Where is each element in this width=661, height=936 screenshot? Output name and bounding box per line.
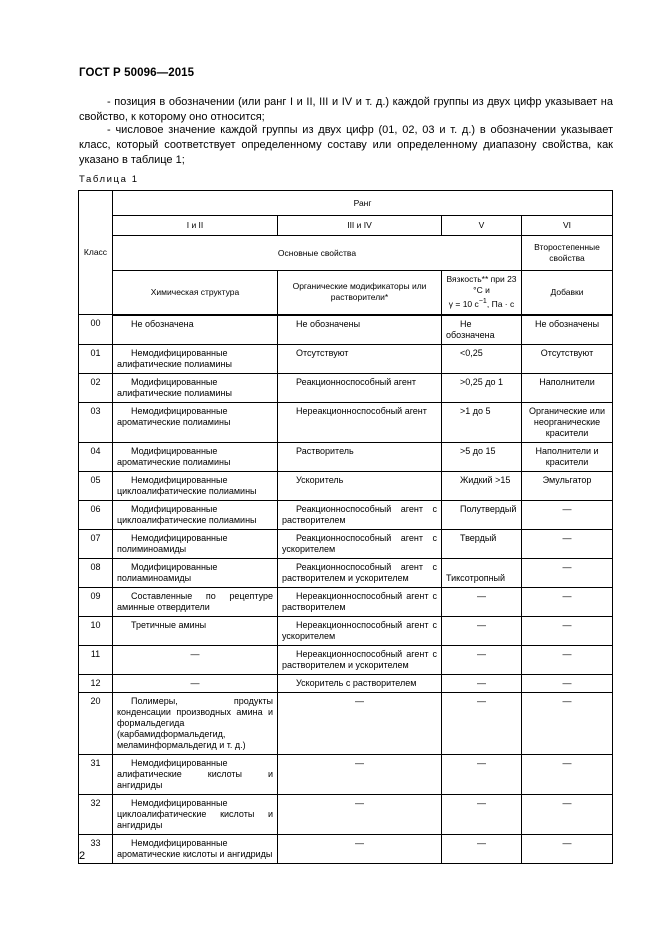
cell-class: [79, 587, 113, 616]
cell-viscosity-text: —: [477, 677, 486, 688]
viscosity-superscript: −1: [478, 297, 487, 306]
cell-viscosity: [442, 500, 522, 529]
cell-chemical-structure-text: Составленные по рецептуре аминные отвердители: [117, 590, 273, 612]
cell-organic-modifier-text: Ускоритель с растворителем: [296, 677, 417, 688]
cell-additives: [522, 794, 613, 834]
table-row: [79, 674, 613, 692]
cell-additives: [522, 529, 613, 558]
table-row: [79, 616, 613, 645]
cell-class: [79, 616, 113, 645]
cell-viscosity: [442, 587, 522, 616]
cell-viscosity: [442, 692, 522, 754]
header-main-properties: Основные свойства: [113, 236, 522, 271]
cell-viscosity: [442, 754, 522, 794]
cell-viscosity: [442, 344, 522, 373]
cell-organic-modifier-text: Нереакционноспособный агент: [296, 405, 427, 416]
cell-organic-modifier-text: Реакционноспособный агент с растворителем и ускорителем: [282, 561, 437, 583]
cell-chemical-structure-text: Немодифицированные ароматические кислоты и ангидриды: [117, 837, 273, 859]
header-chemical-structure: Химическая структура: [113, 271, 278, 315]
cell-organic-modifier: [278, 645, 442, 674]
cell-viscosity-text: >0,25 до 1: [460, 376, 504, 387]
cell-additives-text: Наполнители: [539, 376, 595, 387]
table-row: [79, 500, 613, 529]
cell-chemical-structure: [113, 674, 278, 692]
cell-additives: [522, 373, 613, 402]
cell-chemical-structure: [113, 500, 278, 529]
cell-additives: [522, 645, 613, 674]
cell-chemical-structure-text: Немодифицированные ароматические полиамины: [117, 405, 231, 427]
cell-additives: [522, 315, 613, 345]
cell-organic-modifier-text: Нереакционноспособный агент с растворителем и ускорителем: [282, 648, 437, 670]
header-class: Класс: [79, 191, 113, 315]
cell-class: [79, 558, 113, 587]
cell-chemical-structure: [113, 834, 278, 863]
cell-chemical-structure-text: —: [190, 648, 200, 659]
cell-class-text: 33: [90, 837, 101, 848]
table-row: [79, 794, 613, 834]
cell-additives-text: Наполнители и красители: [535, 445, 599, 467]
cell-organic-modifier: [278, 500, 442, 529]
cell-chemical-structure-text: Модифицированные ароматические полиамины: [117, 445, 231, 467]
cell-organic-modifier: [278, 558, 442, 587]
header-viscosity: [442, 271, 522, 315]
cell-additives: [522, 587, 613, 616]
cell-organic-modifier: [278, 529, 442, 558]
cell-chemical-structure: [113, 616, 278, 645]
cell-organic-modifier-text: Нереакционноспособный агент с ускорителем: [282, 619, 437, 641]
header-rank-6: VI: [522, 216, 613, 236]
cell-class-text: 31: [90, 757, 101, 768]
cell-viscosity-text: —: [477, 590, 486, 601]
cell-additives-text: Эмульгатор: [542, 474, 592, 485]
cell-viscosity: [442, 834, 522, 863]
paragraph-1-text: - позиция в обозначении (или ранг I и II, III и IV и т. д.) каждой группы из двух цифр указывает на свойство, к которому оно относится;: [79, 96, 613, 123]
cell-class-text: 32: [90, 797, 101, 808]
cell-organic-modifier-text: Реакционноспособный агент с растворителем: [282, 503, 437, 525]
cell-class: [79, 754, 113, 794]
cell-organic-modifier-text: Не обозначены: [296, 318, 361, 329]
table-row: [79, 834, 613, 863]
cell-additives: [522, 616, 613, 645]
cell-additives: [522, 402, 613, 442]
cell-viscosity: [442, 558, 522, 587]
cell-organic-modifier: [278, 674, 442, 692]
cell-organic-modifier: [278, 315, 442, 345]
cell-additives: [522, 344, 613, 373]
table-row: [79, 344, 613, 373]
table-row: [79, 315, 613, 345]
table-row: [79, 587, 613, 616]
cell-viscosity: [442, 442, 522, 471]
cell-class: [79, 442, 113, 471]
cell-organic-modifier: [278, 373, 442, 402]
cell-organic-modifier: [278, 794, 442, 834]
cell-additives-text: —: [562, 695, 572, 706]
cell-organic-modifier-text: Отсутствуют: [296, 347, 349, 358]
cell-viscosity-text: Твердый: [460, 532, 497, 543]
cell-class-text: 20: [90, 695, 101, 706]
viscosity-line-2: γ = 10 с: [448, 299, 479, 310]
cell-additives-text: —: [562, 677, 572, 688]
header-additives: Добавки: [522, 271, 613, 315]
cell-viscosity: [442, 402, 522, 442]
cell-viscosity: [442, 616, 522, 645]
cell-class: [79, 645, 113, 674]
cell-class-text: 10: [90, 619, 101, 630]
paragraph-2-text: - числовое значение каждой группы из двух цифр (01, 02, 03 и т. д.) в обозначении указывает класс, который соответствует определенному составу или определенному диапазону свойства, как указано в таблице 1;: [79, 124, 613, 166]
cell-chemical-structure-text: Модифицированные полиаминоамиды: [117, 561, 218, 583]
cell-viscosity-text: —: [477, 648, 486, 659]
cell-organic-modifier-text: —: [355, 695, 364, 706]
page-number: 2: [79, 850, 86, 862]
cell-additives-text: Отсутствуют: [540, 347, 594, 358]
cell-viscosity-text: Жидкий >15: [460, 474, 511, 485]
cell-chemical-structure: [113, 529, 278, 558]
cell-organic-modifier-text: Ускоритель: [296, 474, 344, 485]
cell-additives-text: —: [562, 837, 572, 848]
cell-class: [79, 471, 113, 500]
table-row: [79, 471, 613, 500]
cell-organic-modifier-text: Реакционноспособный агент с ускорителем: [282, 532, 437, 554]
table-row: [79, 692, 613, 754]
cell-class: [79, 794, 113, 834]
cell-chemical-structure-text: Немодифицированные циклоалифатические полиамины: [117, 474, 257, 496]
cell-organic-modifier: [278, 616, 442, 645]
cell-viscosity: [442, 471, 522, 500]
cell-class-text: 05: [90, 474, 101, 485]
cell-chemical-structure: [113, 558, 278, 587]
cell-chemical-structure: [113, 587, 278, 616]
cell-chemical-structure-text: Немодифицированные циклоалифатические кислоты и ангидриды: [117, 797, 273, 830]
cell-chemical-structure: [113, 442, 278, 471]
cell-viscosity-text: —: [477, 619, 486, 630]
cell-chemical-structure-text: Немодифицированные полиминоамиды: [117, 532, 228, 554]
cell-class-text: 02: [90, 376, 101, 387]
cell-viscosity: [442, 674, 522, 692]
cell-class-text: 06: [90, 503, 101, 514]
cell-chemical-structure-text: —: [190, 677, 200, 688]
cell-class: [79, 402, 113, 442]
header-rank-3-4: III и IV: [278, 216, 442, 236]
cell-additives-text: —: [562, 561, 572, 572]
cell-organic-modifier-text: Нереакционноспособный агент с растворителем: [282, 590, 437, 612]
cell-additives: [522, 754, 613, 794]
table-row: [79, 529, 613, 558]
cell-viscosity-text: Полутвердый: [460, 503, 517, 514]
cell-class-text: 12: [90, 677, 101, 688]
cell-class: [79, 529, 113, 558]
cell-viscosity-text: <0,25: [460, 347, 483, 358]
cell-chemical-structure: [113, 315, 278, 345]
cell-additives-text: Органические или неорганические красители: [528, 405, 606, 438]
table-row: [79, 558, 613, 587]
table-body: [79, 315, 613, 864]
header-rank-5: V: [442, 216, 522, 236]
viscosity-unit: , Па · с: [486, 299, 515, 310]
cell-chemical-structure: [113, 692, 278, 754]
cell-viscosity-text: Тиксотропный: [446, 572, 506, 583]
cell-viscosity-text: —: [477, 695, 486, 706]
cell-chemical-structure-text: Третичные амины: [131, 619, 207, 630]
viscosity-line-1: Вязкость** при 23 °С и: [446, 274, 517, 296]
table-row: [79, 402, 613, 442]
cell-organic-modifier: [278, 402, 442, 442]
cell-viscosity-text: Не обозначена: [446, 318, 495, 340]
cell-additives: [522, 471, 613, 500]
cell-additives-text: —: [562, 503, 572, 514]
cell-organic-modifier-text: —: [355, 797, 364, 808]
cell-class-text: 09: [90, 590, 101, 601]
cell-viscosity: [442, 373, 522, 402]
cell-chemical-structure-text: Не обозначена: [131, 318, 194, 329]
cell-additives-text: Не обозначены: [534, 318, 600, 329]
cell-class-text: 00: [90, 318, 101, 328]
cell-chemical-structure: [113, 645, 278, 674]
cell-organic-modifier-text: —: [355, 837, 364, 848]
cell-viscosity-text: >1 до 5: [460, 405, 491, 416]
cell-organic-modifier: [278, 692, 442, 754]
cell-additives: [522, 558, 613, 587]
table-row: [79, 442, 613, 471]
cell-additives-text: —: [562, 532, 572, 543]
cell-viscosity: [442, 794, 522, 834]
cell-organic-modifier: [278, 754, 442, 794]
cell-viscosity-text: —: [477, 757, 486, 768]
cell-viscosity-text: —: [477, 837, 486, 848]
cell-class-text: 08: [90, 561, 101, 572]
cell-chemical-structure-text: Немодифицированные алифатические полиамины: [117, 347, 232, 369]
cell-organic-modifier: [278, 587, 442, 616]
cell-class-text: 04: [90, 445, 101, 456]
cell-class-text: 11: [90, 648, 101, 659]
cell-chemical-structure: [113, 344, 278, 373]
cell-organic-modifier-text: Реакционноспособный агент: [296, 376, 416, 387]
header-secondary-properties: Второстепенные свойства: [522, 236, 613, 271]
cell-organic-modifier: [278, 834, 442, 863]
cell-class-text: 07: [90, 532, 101, 543]
cell-viscosity: [442, 645, 522, 674]
header-rank-1-2: I и II: [113, 216, 278, 236]
cell-additives-text: —: [562, 648, 572, 659]
cell-class: [79, 344, 113, 373]
cell-class: [79, 373, 113, 402]
cell-chemical-structure: [113, 754, 278, 794]
cell-viscosity: [442, 315, 522, 345]
cell-additives: [522, 834, 613, 863]
cell-additives: [522, 674, 613, 692]
cell-additives-text: —: [562, 619, 572, 630]
cell-class-text: 01: [90, 347, 101, 358]
cell-class: [79, 315, 113, 345]
cell-additives-text: —: [562, 590, 572, 601]
cell-chemical-structure-text: Полимеры, продукты конденсации производных амина и формальдегида (карбамидформальдегид, меламинформальдегид и т. д.): [117, 695, 273, 750]
cell-organic-modifier: [278, 442, 442, 471]
cell-additives: [522, 500, 613, 529]
paragraph-2: [79, 123, 613, 168]
cell-viscosity-text: >5 до 15: [460, 445, 496, 456]
cell-chemical-structure: [113, 402, 278, 442]
cell-chemical-structure: [113, 373, 278, 402]
cell-viscosity: [442, 529, 522, 558]
table-row: [79, 754, 613, 794]
cell-organic-modifier-text: —: [355, 757, 364, 768]
paragraph-1: [79, 95, 613, 125]
cell-class: [79, 500, 113, 529]
cell-additives-text: —: [562, 797, 572, 808]
cell-chemical-structure-text: Модифицированные циклоалифатические полиамины: [117, 503, 257, 525]
document-header: ГОСТ Р 50096—2015: [79, 67, 195, 79]
table-row: [79, 373, 613, 402]
cell-organic-modifier: [278, 471, 442, 500]
table-row: [79, 645, 613, 674]
cell-organic-modifier: [278, 344, 442, 373]
cell-chemical-structure-text: Немодифицированные алифатические кислоты и ангидриды: [117, 757, 273, 790]
cell-viscosity-text: —: [477, 797, 486, 808]
cell-class: [79, 674, 113, 692]
cell-additives-text: —: [562, 757, 572, 768]
cell-additives: [522, 692, 613, 754]
cell-chemical-structure-text: Модифицированные алифатические полиамины: [117, 376, 232, 398]
cell-additives: [522, 442, 613, 471]
header-rank: Ранг: [113, 191, 613, 216]
classification-table: [78, 190, 613, 864]
table-label: Таблица 1: [79, 174, 139, 185]
cell-organic-modifier-text: Растворитель: [296, 445, 354, 456]
header-organic-modifiers: Органические модификаторы или растворители*: [278, 271, 442, 315]
cell-chemical-structure: [113, 471, 278, 500]
cell-class-text: 03: [90, 405, 101, 416]
cell-class: [79, 692, 113, 754]
cell-chemical-structure: [113, 794, 278, 834]
